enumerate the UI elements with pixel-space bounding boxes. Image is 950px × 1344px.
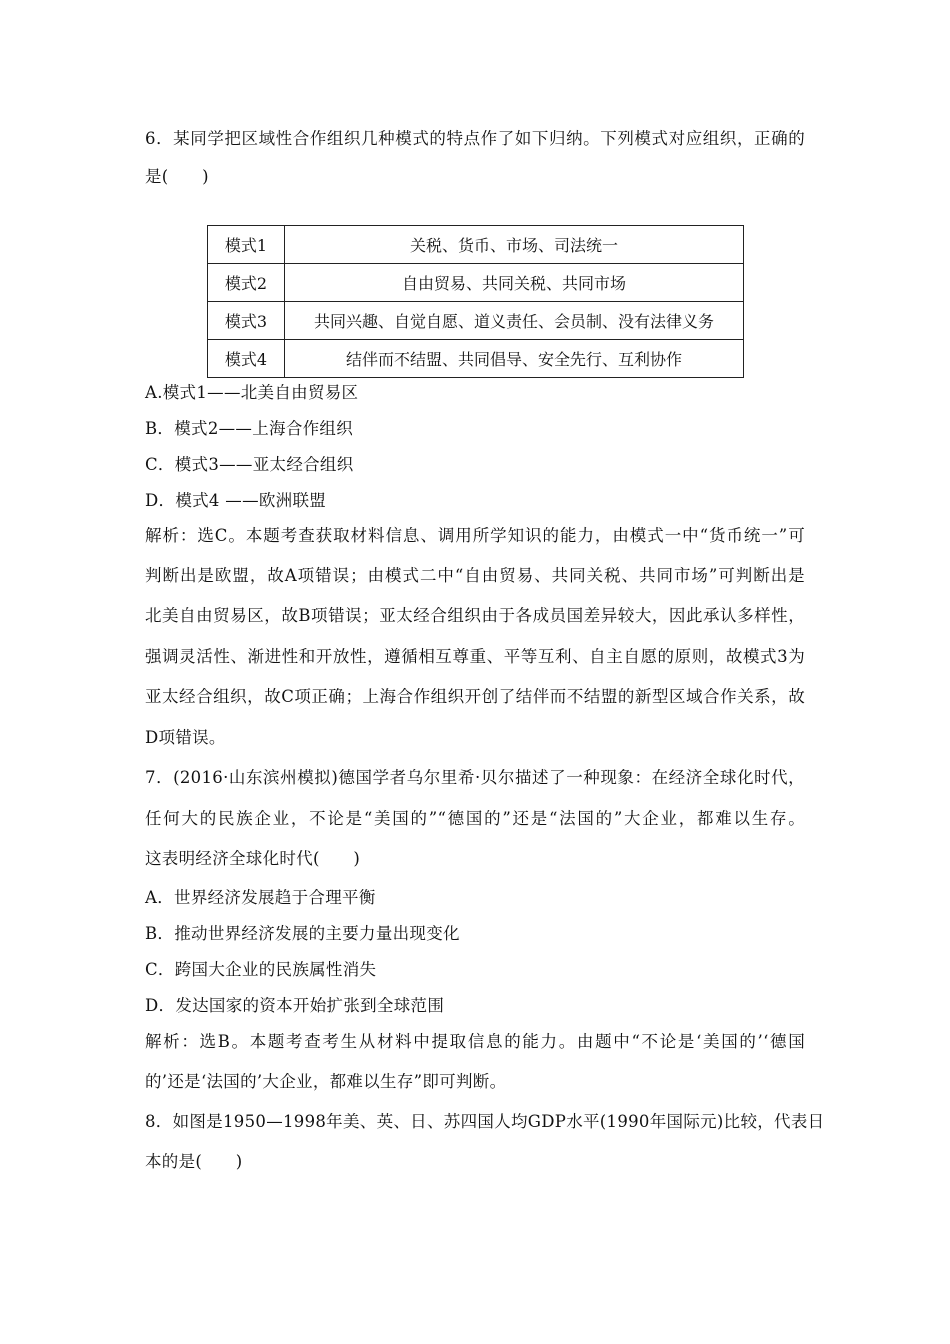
q6-option-c: C．模式3——亚太经合组织 — [145, 455, 354, 474]
q8-stem-line: 本的是( ) — [145, 1152, 243, 1171]
q6-option-d: D．模式4 ——欧洲联盟 — [145, 491, 327, 510]
q7-stem-line: 7．(2016·山东滨州模拟)德国学者乌尔里希·贝尔描述了一种现象：在经济全球化时代， — [145, 768, 805, 787]
q6-analysis-line: 解析：选C。本题考查获取材料信息、调用所学知识的能力，由模式一中“货币统一”可 — [145, 526, 805, 545]
mode-desc-cell: 结伴而不结盟、共同倡导、安全先行、互利协作 — [285, 340, 744, 378]
q6-analysis-line: 亚太经合组织，故C项正确；上海合作组织开创了结伴而不结盟的新型区域合作关系，故 — [145, 687, 805, 706]
q6-analysis-line: D项错误。 — [145, 728, 226, 747]
q7-option-c: C．跨国大企业的民族属性消失 — [145, 960, 377, 979]
mode-desc-cell: 关税、货币、市场、司法统一 — [285, 226, 744, 264]
q7-stem-line: 任何大的民族企业，不论是“美国的”“德国的”还是“法国的”大企业，都难以生存。 — [145, 809, 805, 828]
q6-stem-line2: 是( ) — [145, 167, 209, 186]
q7-analysis-line: 解析：选B。本题考查考生从材料中提取信息的能力。由题中“不论是‘美国的’‘德国 — [145, 1032, 805, 1051]
q8-stem-line: 8．如图是1950—1998年美、英、日、苏四国人均GDP水平(1990年国际元)比较，代表日 — [145, 1112, 825, 1131]
table-row — [208, 302, 744, 340]
q6-mode-table — [207, 225, 744, 378]
mode-name-cell: 模式3 — [208, 302, 285, 340]
q6-analysis-line: 北美自由贸易区，故B项错误；亚太经合组织由于各成员国差异较大，因此承认多样性， — [145, 606, 805, 625]
table-row — [208, 264, 744, 302]
q6-analysis-line: 强调灵活性、渐进性和开放性，遵循相互尊重、平等互利、自主自愿的原则，故模式3为 — [145, 647, 805, 666]
mode-name-cell: 模式4 — [208, 340, 285, 378]
mode-name-cell: 模式1 — [208, 226, 285, 264]
q6-analysis-line: 判断出是欧盟，故A项错误；由模式二中“自由贸易、共同关税、共同市场”可判断出是 — [145, 566, 805, 585]
q7-stem-line: 这表明经济全球化时代( ) — [145, 849, 361, 868]
table-row — [208, 340, 744, 378]
table-row — [208, 226, 744, 264]
q6-option-a: A.模式1——北美自由贸易区 — [145, 383, 359, 402]
mode-desc-cell: 共同兴趣、自觉自愿、道义责任、会员制、没有法律义务 — [285, 302, 744, 340]
mode-desc-cell: 自由贸易、共同关税、共同市场 — [285, 264, 744, 302]
q7-option-a: A．世界经济发展趋于合理平衡 — [145, 888, 376, 907]
q7-option-b: B．推动世界经济发展的主要力量出现变化 — [145, 924, 460, 943]
q7-option-d: D．发达国家的资本开始扩张到全球范围 — [145, 996, 445, 1015]
q7-analysis-line: 的’还是‘法国的’大企业，都难以生存”即可判断。 — [145, 1072, 507, 1091]
mode-name-cell: 模式2 — [208, 264, 285, 302]
q6-stem-line1: 6．某同学把区域性合作组织几种模式的特点作了如下归纳。下列模式对应组织，正确的 — [145, 129, 805, 148]
q6-option-b: B．模式2——上海合作组织 — [145, 419, 354, 438]
